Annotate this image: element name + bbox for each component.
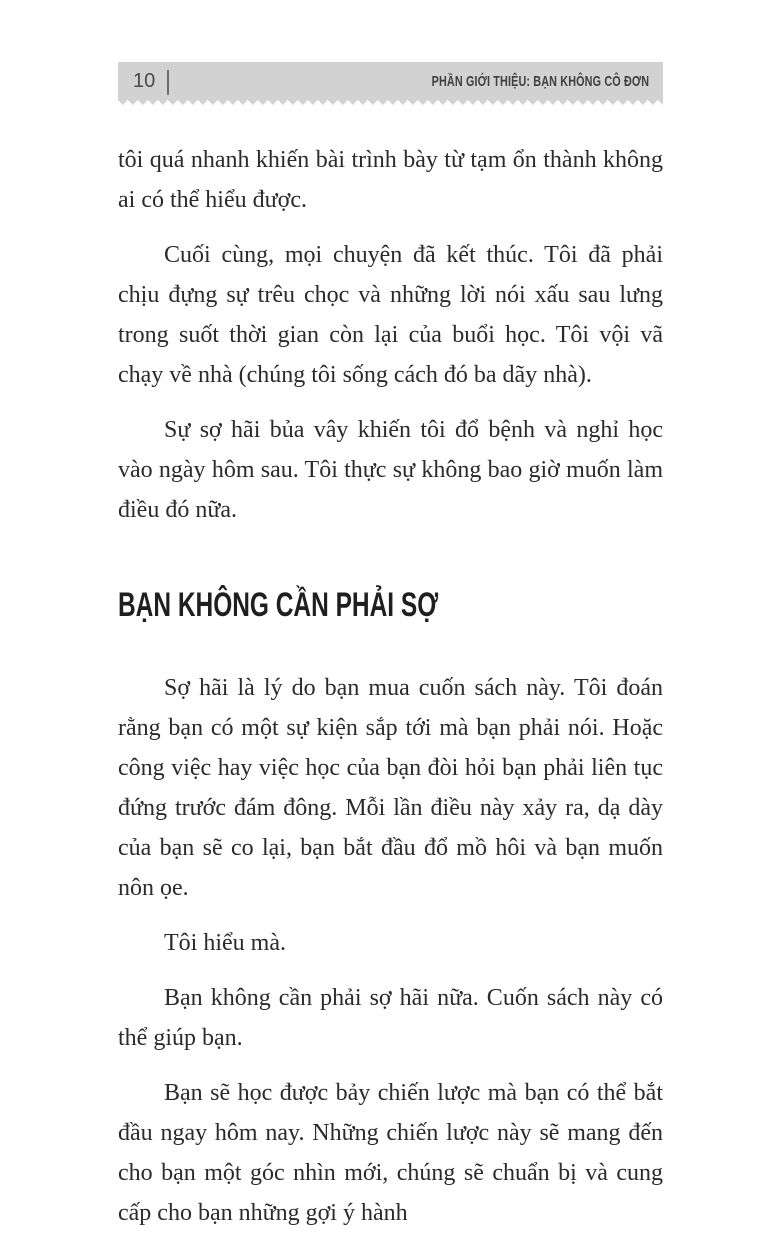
paragraph: Sợ hãi là lý do bạn mua cuốn sách này. Tôi đoán rằng bạn có một sự kiện sắp tới mà bạn phải nói. Hoặc công việc hay việc học của bạn đòi hỏi bạn phải liên tục đứng trước đám đông. Mỗi lần điều này xảy ra, dạ dày của bạn sẽ co lại, bạn bắt đầu đổ mồ hôi và bạn muốn nôn ọe.: [118, 675, 663, 901]
running-title: PHẦN GIỚI THIỆU: BẠN KHÔNG CÔ ĐƠN: [431, 72, 649, 90]
paragraph-continuation: tôi quá nhanh khiến bài trình bày từ tạm ổn thành không ai có thể hiểu được.: [118, 147, 663, 213]
header-separator-bar: [167, 70, 169, 95]
page-column: [118, 62, 663, 1235]
section-heading: BẠN KHÔNG CẦN PHẢI SỢ: [118, 586, 439, 624]
paragraph: Cuối cùng, mọi chuyện đã kết thúc. Tôi đã phải chịu đựng sự trêu chọc và những lời nói xấu sau lưng trong suốt thời gian còn lại của buổi học. Tôi vội vã chạy về nhà (chúng tôi sống cách đó ba dãy nhà).: [118, 242, 663, 388]
paragraph: Sự sợ hãi bủa vây khiến tôi đổ bệnh và nghỉ học vào ngày hôm sau. Tôi thực sự không bao giờ muốn làm điều đó nữa.: [118, 417, 663, 523]
page-body: [118, 140, 663, 1233]
running-header: [118, 62, 663, 100]
paragraph: Bạn không cần phải sợ hãi nữa. Cuốn sách này có thể giúp bạn.: [118, 985, 663, 1051]
perforated-edge: [118, 100, 663, 105]
paragraph: Bạn sẽ học được bảy chiến lược mà bạn có thể bắt đầu ngay hôm nay. Những chiến lược này sẽ mang đến cho bạn một góc nhìn mới, chúng sẽ chuẩn bị và cung cấp cho bạn những gợi ý hành: [118, 1080, 663, 1226]
page-number: 10: [133, 70, 156, 92]
paragraph: Tôi hiểu mà.: [164, 930, 286, 956]
